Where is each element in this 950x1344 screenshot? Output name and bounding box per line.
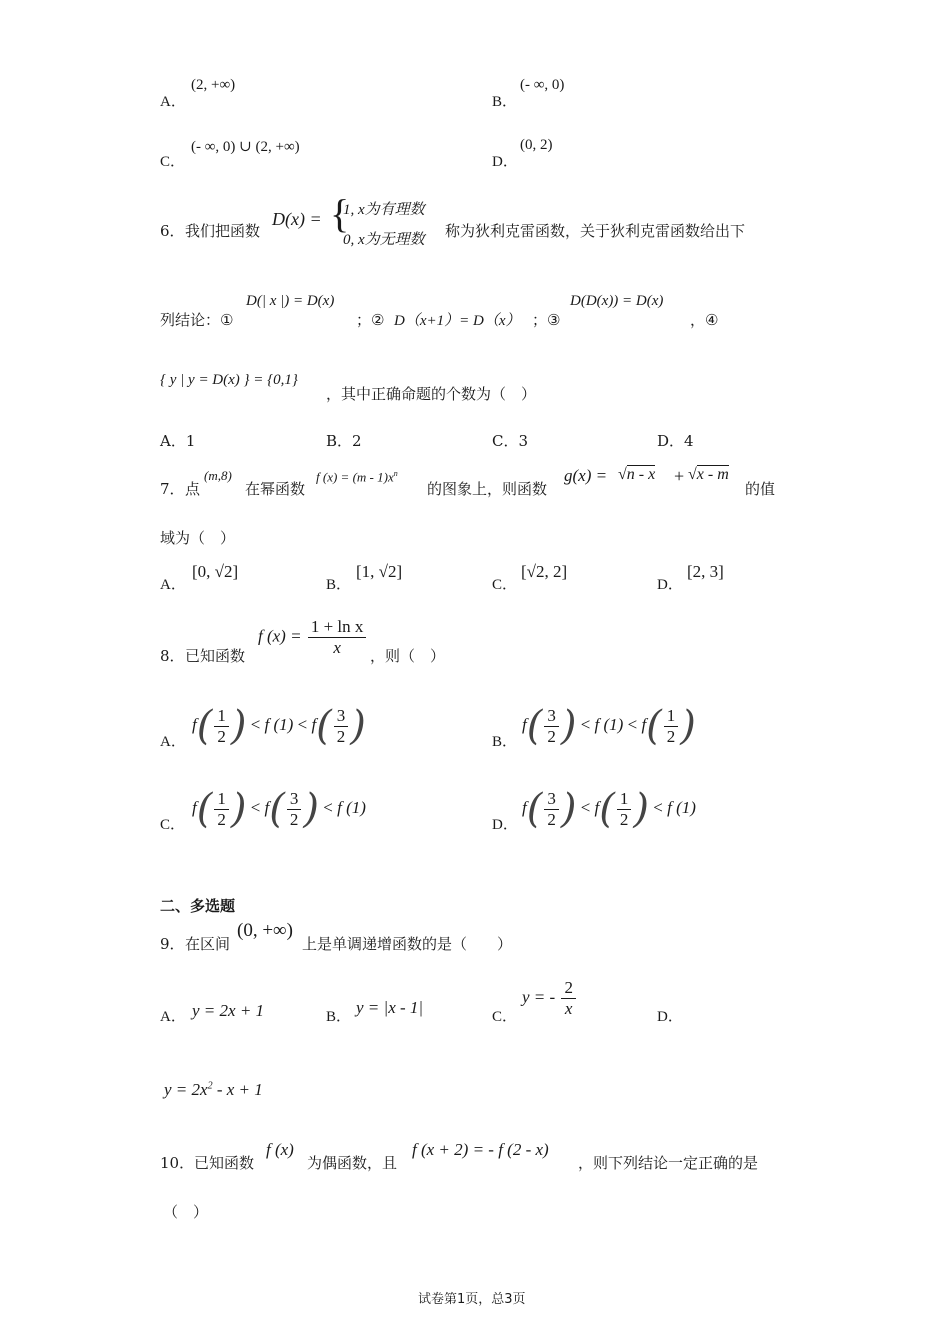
q7-g: g(x) = — [564, 466, 608, 485]
q9-option-c-label: C． — [492, 1009, 518, 1025]
q8-d-num1: 3 — [544, 789, 559, 810]
q8-a-lt1: < — [250, 714, 261, 734]
q9-option-b-label: B． — [326, 1009, 352, 1025]
q8-option-c: f( $\frac{1}{2}$ ) < f( $\frac{3}{2}$ ) < f (1) — [192, 786, 366, 832]
q7-option-b: [1, √2] — [356, 562, 403, 581]
q8-b-f2: f — [641, 714, 647, 734]
q9-d-base: y = 2x — [164, 1080, 208, 1099]
q8-c-f1: f — [192, 797, 197, 817]
q5-option-d-math: (0, 2) — [520, 137, 553, 153]
q9-option-a: y = 2x + 1 — [192, 1001, 265, 1020]
q10-number: 10． — [160, 1154, 195, 1172]
q5-option-b-label: B． — [492, 94, 518, 110]
q7-option-c: [√2, 2] — [521, 562, 568, 581]
q8-a-lt2: < — [297, 714, 308, 734]
q8-func — [258, 617, 368, 658]
q8-option-a-label: A． — [160, 734, 186, 750]
q8-d-lt2: < — [653, 797, 663, 817]
q8-fraction-den: x — [333, 638, 341, 657]
q8-d-lt1: < — [580, 797, 591, 817]
q8-c-lt1: < — [250, 797, 261, 817]
q8-option-d: f( $\frac{3}{2}$ ) < f( $\frac{1}{2}$ ) < f (1) — [522, 786, 696, 832]
q8-c-den1: 2 — [217, 809, 226, 829]
q7-text-1: 点 — [185, 480, 201, 498]
q10-equation: f (x + 2) = - f (2 - x) — [412, 1140, 549, 1159]
q6-brace: { — [330, 191, 350, 236]
q7-power-func-base: f (x) = (m - 1)x — [316, 469, 394, 485]
q8-a-num1: 1 — [214, 706, 229, 727]
q8-func-lhs: f (x) = — [258, 626, 302, 646]
q7-text-4: 的值 — [745, 480, 776, 498]
q5-option-b-math: (- ∞, 0) — [520, 77, 565, 93]
q7-power-func — [316, 469, 398, 485]
q6-sep2: ；③ — [532, 311, 561, 329]
q9-c-num: 2 — [561, 978, 576, 999]
q8-b-num1: 3 — [544, 706, 559, 727]
q8-option-c-label: C． — [160, 817, 186, 833]
q8-fraction — [308, 617, 367, 658]
q9-c-den: x — [564, 999, 573, 1018]
q8-c-num2: 3 — [287, 789, 302, 810]
q7-power-exp: n — [393, 469, 398, 478]
q8-option-a: f( $\frac{1}{2}$ ) < f (1) < f( $\frac{3}{2}$ ) — [192, 703, 366, 749]
q8-text-2: ，则（ ） — [370, 647, 446, 665]
q8-fraction-num: 1 + ln x — [308, 617, 367, 638]
q8-option-d-label: D． — [492, 817, 518, 833]
q5-option-a-math: (2, +∞) — [191, 77, 236, 93]
q8-a-den2: 2 — [336, 726, 346, 746]
q8-d-f-one: f (1) — [667, 797, 696, 817]
q6-option-b: B．2 — [326, 432, 362, 450]
q7-radicand-2: x - m — [696, 466, 729, 483]
q7-option-b-label: B． — [326, 577, 352, 593]
q8-text-1: 已知函数 — [185, 647, 246, 665]
q6-line2-a: 列结论：① — [160, 311, 234, 329]
q9-text-1: 在区间 — [185, 935, 231, 953]
q10-text-2: 为偶函数，且 — [307, 1154, 398, 1172]
q7-radical-1: √n - x — [618, 466, 656, 483]
q6-sep1: ；② — [356, 311, 385, 329]
q10-text-1: 已知函数 — [194, 1154, 255, 1172]
q9-text-2: 上是单调递增函数的是（ ） — [302, 935, 513, 953]
q8-a-f-one: f (1) — [264, 714, 294, 734]
q5-option-d-label: D． — [492, 154, 518, 170]
q8-a-den1: 2 — [217, 726, 226, 746]
q8-c-f-one: f (1) — [337, 797, 366, 817]
q8-d-f1: f — [522, 797, 527, 817]
q8-d-den2: 2 — [619, 809, 629, 829]
q8-number: 8． — [160, 647, 185, 665]
q8-b-f1: f — [522, 714, 527, 734]
q6-func: D(x) = — [272, 209, 322, 229]
q9-option-c — [522, 978, 578, 1019]
q6-statement-2: D（x+1）= D（x） — [394, 313, 521, 329]
q8-c-den2: 2 — [289, 809, 299, 829]
q8-c-f2: f — [264, 797, 270, 817]
q6-statement-3: D(D(x)) = D(x) — [570, 293, 664, 309]
q7-plus: + — [674, 466, 685, 486]
q10-text-3: ，则下列结论一定正确的是 — [578, 1154, 759, 1172]
q8-b-num2: 1 — [664, 706, 679, 727]
q8-c-lt2: < — [323, 797, 333, 817]
q7-line2: 域为（ ） — [160, 529, 236, 547]
q6-case1: 1, x为有理数 — [343, 202, 425, 218]
page-footer: 试卷第1页，总3页 — [418, 1292, 526, 1307]
q7-option-d: [2, 3] — [687, 562, 724, 581]
q8-option-b: f( $\frac{3}{2}$ ) < f (1) < f( $\frac{1}{2}$ ) — [522, 703, 696, 749]
q6-option-a: A．1 — [160, 432, 196, 450]
q8-a-f1: f — [192, 714, 197, 734]
q8-b-den1: 2 — [547, 726, 556, 746]
q6-line3-b: ，其中正确命题的个数为（ ） — [326, 385, 537, 403]
q6-option-c: C．3 — [492, 432, 529, 450]
q9-d-rest: - x + 1 — [212, 1080, 263, 1099]
q8-b-lt2: < — [627, 714, 638, 734]
q9-option-d — [164, 1080, 263, 1100]
q9-d-exp: 2 — [207, 1080, 213, 1092]
q8-d-den1: 2 — [547, 809, 556, 829]
q7-option-d-label: D． — [657, 577, 683, 593]
q10-line2: （ ） — [163, 1203, 209, 1221]
q6-stem-a: 我们把函数 — [185, 222, 261, 240]
q7-option-a-label: A． — [160, 577, 186, 593]
q9-number: 9． — [160, 935, 185, 953]
q8-d-f2: f — [594, 797, 600, 817]
q5-option-c-label: C． — [160, 154, 186, 170]
q6-statement-1: D(| x |) = D(x) — [246, 293, 335, 309]
q10-func: f (x) — [266, 1140, 294, 1159]
q7-number: 7． — [160, 480, 185, 498]
q9-c-pre: y = - — [522, 987, 556, 1007]
q7-radical-2: √x - m — [688, 466, 729, 483]
q8-b-f-one: f (1) — [594, 714, 624, 734]
q7-text-2: 在幂函数 — [245, 480, 306, 498]
q8-c-num1: 1 — [214, 789, 229, 810]
q9-option-d-label: D． — [657, 1009, 683, 1025]
q7-option-a: [0, √2] — [192, 562, 239, 581]
q9-option-a-label: A． — [160, 1009, 186, 1025]
q8-d-num2: 1 — [617, 789, 632, 810]
q6-option-d: D．4 — [657, 432, 694, 450]
q6-sep3: ，④ — [690, 311, 719, 329]
q6-number: 6． — [160, 222, 185, 240]
q8-a-num2: 3 — [334, 706, 349, 727]
q5-option-a-label: A． — [160, 94, 186, 110]
q5-option-c-math: (- ∞, 0) ∪ (2, +∞) — [191, 139, 300, 155]
q9-interval: (0, +∞) — [237, 920, 293, 941]
q7-radicand-1: n - x — [626, 466, 656, 483]
q8-b-den2: 2 — [666, 726, 676, 746]
section-title: 二、多选题 — [160, 897, 236, 915]
q6-stem-b: 称为狄利克雷函数，关于狄利克雷函数给出下 — [445, 222, 746, 240]
q7-text-3: 的图象上，则函数 — [427, 480, 548, 498]
q6-statement-4: { y | y = D(x) } = {0,1} — [160, 372, 298, 388]
q8-b-lt1: < — [580, 714, 591, 734]
q9-option-b: y = |x - 1| — [356, 998, 424, 1017]
q7-point: (m,8) — [204, 468, 232, 483]
q7-option-c-label: C． — [492, 577, 518, 593]
q8-option-b-label: B． — [492, 734, 518, 750]
q8-a-f2: f — [311, 714, 317, 734]
q6-case2: 0, x为无理数 — [343, 232, 425, 248]
